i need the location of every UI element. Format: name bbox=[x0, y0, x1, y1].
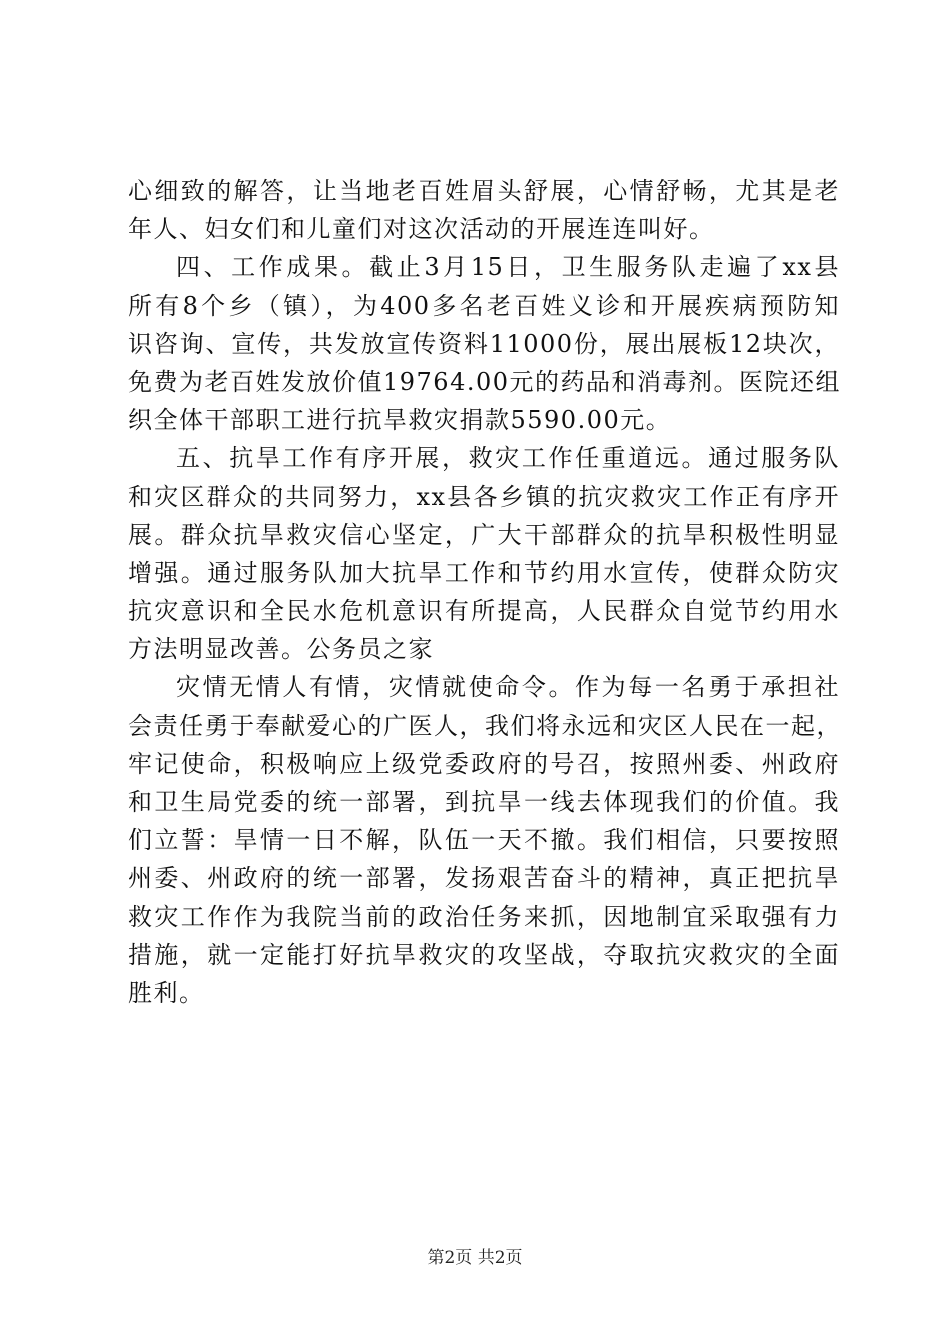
paragraph bbox=[128, 668, 840, 1012]
text-line: 和灾区群众的共同努力，xx县各乡镇的抗灾救灾工作正有序开 bbox=[128, 482, 840, 511]
text-line: 措施，就一定能打好抗旱救灾的攻坚战，夺取抗灾救灾的全面 bbox=[128, 940, 840, 969]
text-line: 会责任勇于奉献爱心的广医人，我们将永远和灾区人民在一起， bbox=[128, 711, 842, 740]
text-line: 州委、州政府的统一部署，发扬艰苦奋斗的精神，真正把抗旱 bbox=[128, 864, 840, 893]
text-line: 牢记使命，积极响应上级党委政府的号召，按照州委、州政府 bbox=[128, 749, 840, 778]
text-line: 五、抗旱工作有序开展，救灾工作任重道远。通过服务队 bbox=[176, 444, 840, 473]
paragraph bbox=[128, 248, 840, 439]
text-line: 救灾工作作为我院当前的政治任务来抓，因地制宜采取强有力 bbox=[128, 902, 840, 931]
text-line: 和卫生局党委的统一部署，到抗旱一线去体现我们的价值。我 bbox=[128, 788, 840, 816]
text-line: 免费为老百姓发放价值19764.00元的药品和消毒剂。医院还组 bbox=[128, 367, 842, 396]
text-line: 抗灾意识和全民水危机意识有所提高，人民群众自觉节约用水 bbox=[128, 597, 840, 626]
text-line: 所有8个乡（镇），为400多名老百姓义诊和开展疾病预防知 bbox=[128, 291, 840, 320]
text-line: 胜利。 bbox=[128, 978, 205, 1007]
text-line: 方法明显改善。公务员之家 bbox=[128, 635, 434, 664]
text-line: 织全体干部职工进行抗旱救灾捐款5590.00元。 bbox=[128, 406, 672, 435]
text-line: 们立誓：旱情一日不解，队伍一天不撤。我们相信，只要按照 bbox=[128, 826, 840, 855]
text-line: 心细致的解答，让当地老百姓眉头舒展，心情舒畅，尤其是老 bbox=[128, 177, 840, 205]
text-line: 展。群众抗旱救灾信心坚定，广大干部群众的抗旱积极性明显 bbox=[128, 520, 840, 549]
document-body bbox=[128, 172, 840, 1012]
text-line: 年人、妇女们和儿童们对这次活动的开展连连叫好。 bbox=[128, 215, 715, 244]
paragraph bbox=[128, 439, 840, 668]
text-line: 增强。通过服务队加大抗旱工作和节约用水宣传，使群众防灾 bbox=[128, 558, 840, 587]
text-line: 灾情无情人有情，灾情就使命令。作为每一名勇于承担社 bbox=[176, 673, 840, 702]
text-line: 识咨询、宣传，共发放宣传资料11000份，展出展板12块次， bbox=[128, 329, 840, 358]
paragraph bbox=[128, 172, 840, 248]
page-number-footer: 第2页 共2页 bbox=[427, 1248, 523, 1268]
text-line: 四、工作成果。截止3月15日，卫生服务队走遍了xx县 bbox=[176, 253, 840, 282]
